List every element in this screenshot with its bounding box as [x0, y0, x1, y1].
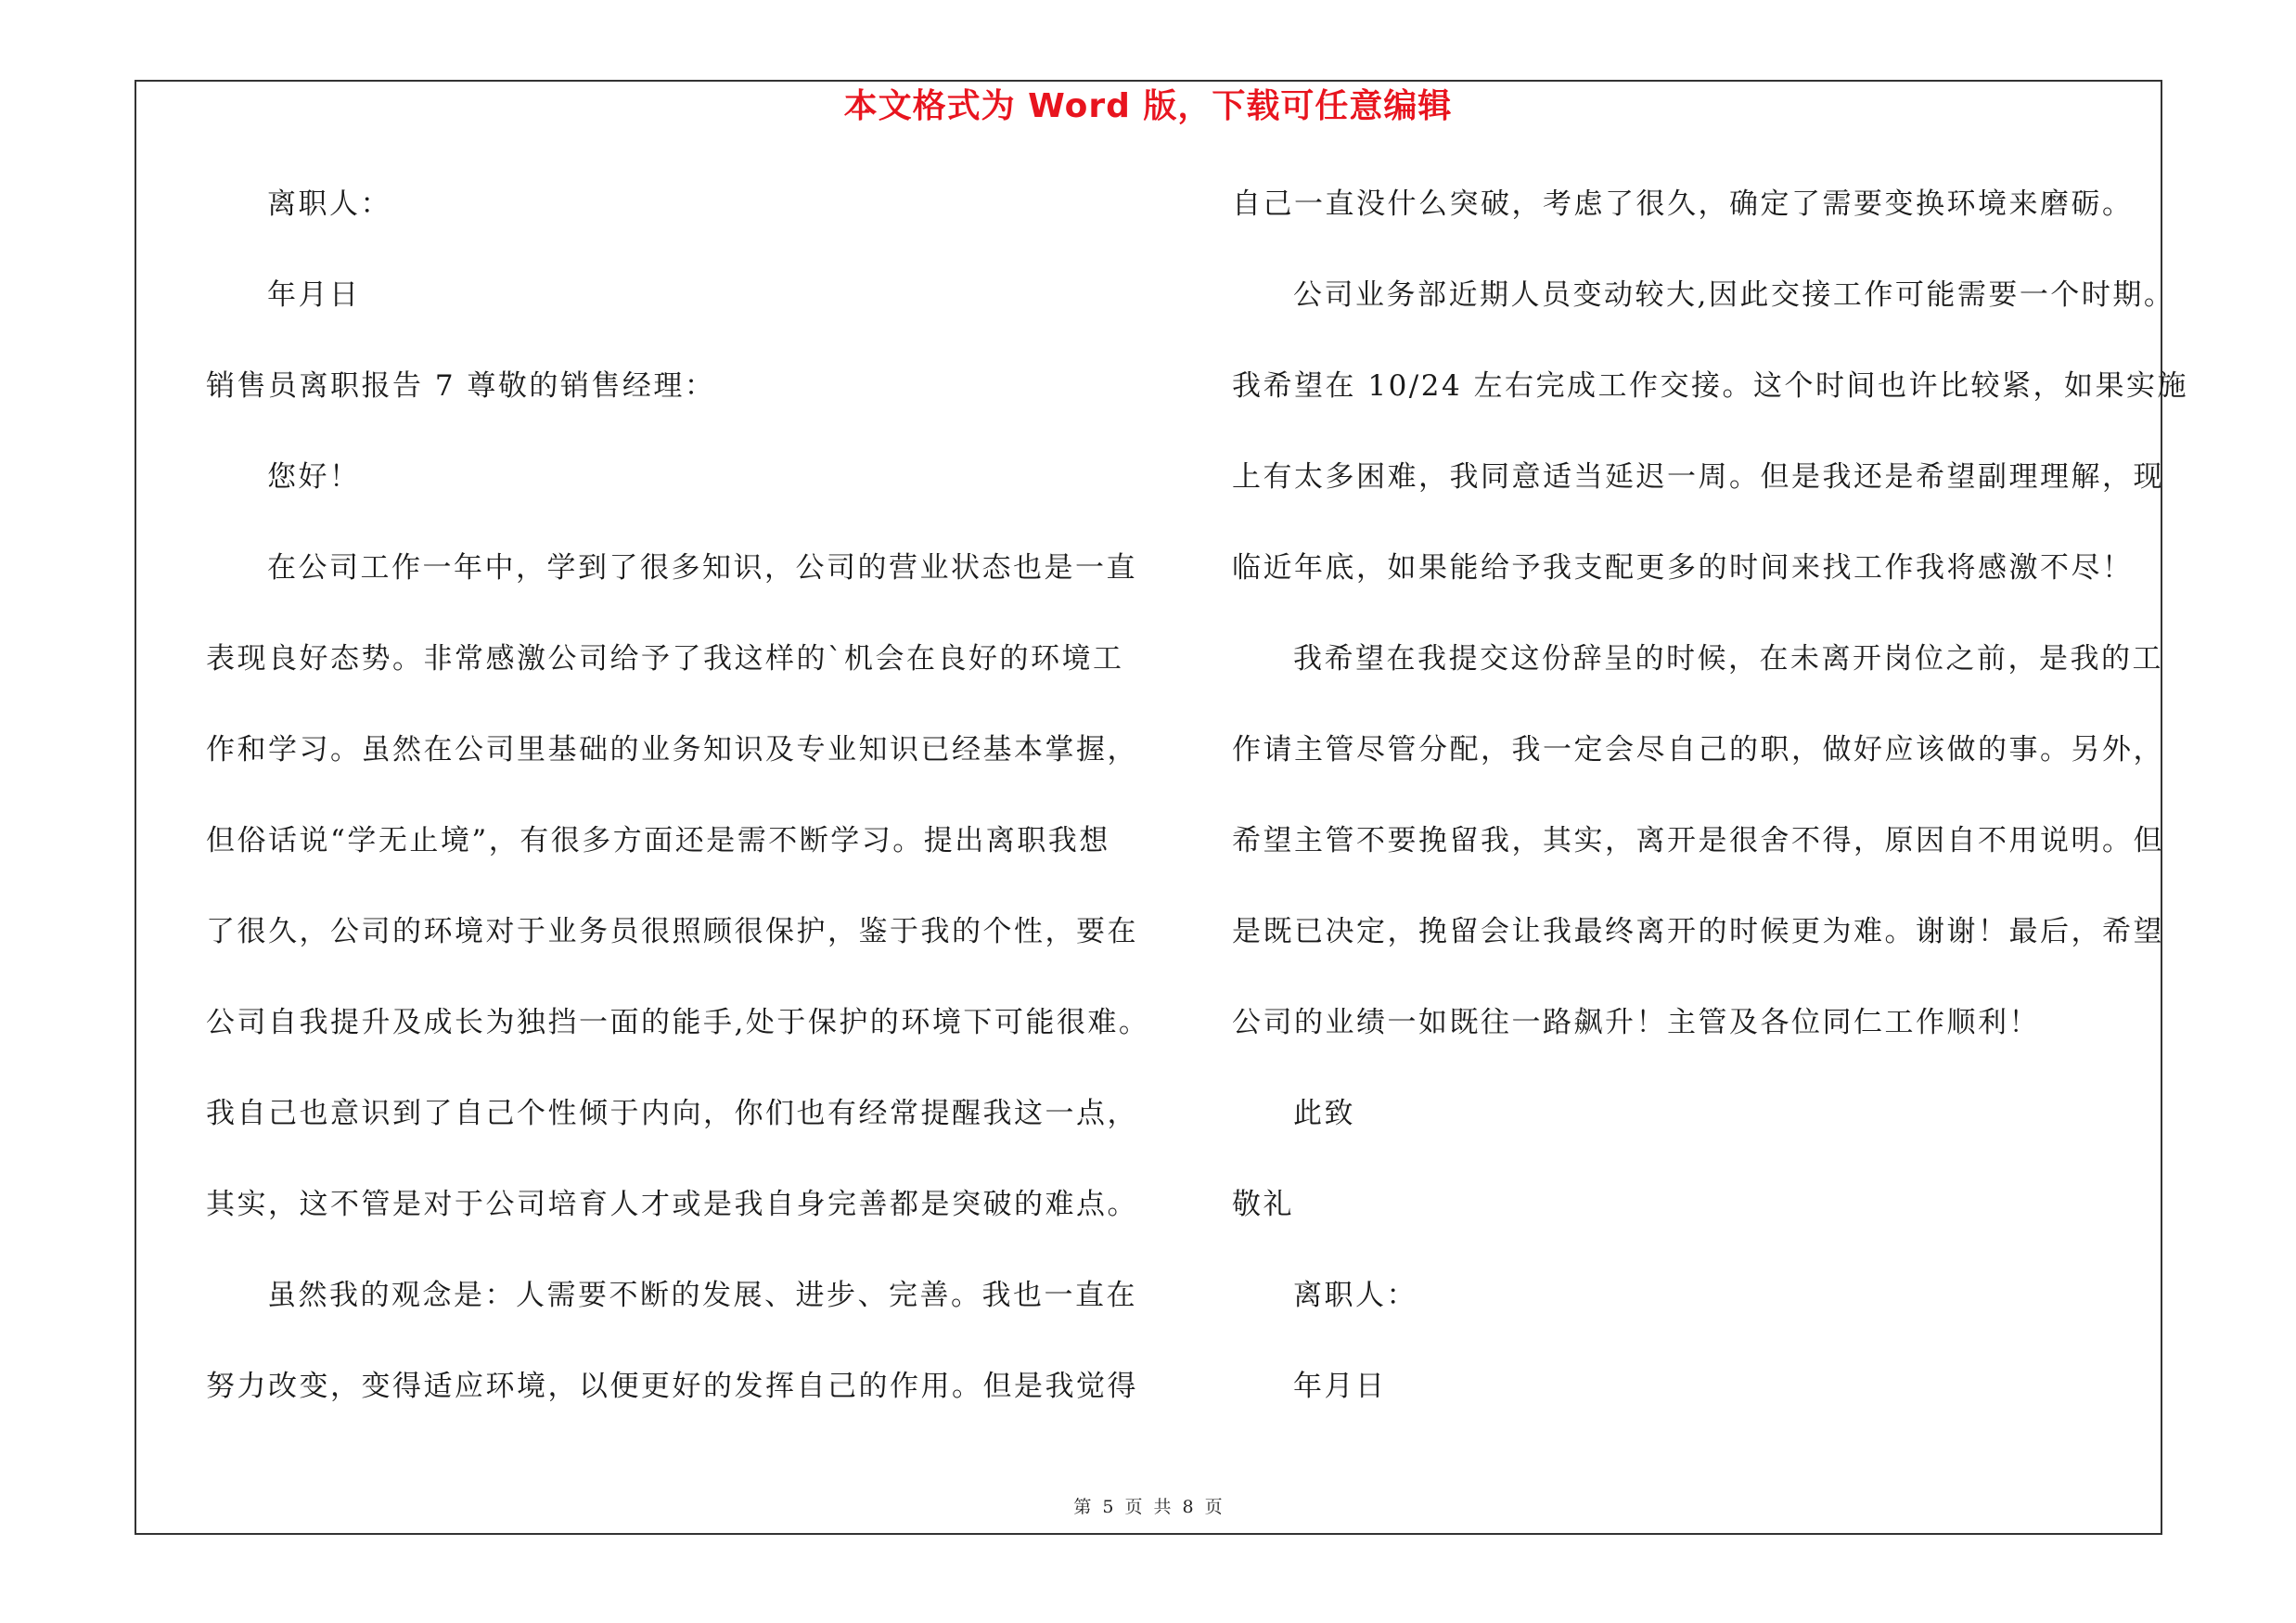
- text-line: 离职人：: [1293, 1279, 1417, 1312]
- text-line: 年月日: [267, 278, 361, 312]
- text-line: 希望主管不要挽留我，其实，离开是很舍不得，原因自不用说明。但: [1232, 824, 2164, 857]
- text-line: 作请主管尽管分配，我一定会尽自己的职，做好应该做的事。另外，: [1232, 733, 2164, 766]
- text-line: 但俗话说“学无止境”，有很多方面还是需不断学习。提出离职我想: [206, 824, 1110, 857]
- text-line: 是既已决定，挽留会让我最终离开的时候更为难。谢谢！最后，希望: [1232, 915, 2164, 948]
- text-line: 其实，这不管是对于公司培育人才或是我自身完善都是突破的难点。: [206, 1188, 1138, 1221]
- text-line: 我希望在我提交这份辞呈的时候，在未离开岗位之前，是我的工: [1293, 642, 2163, 676]
- text-line: 临近年底，如果能给予我支配更多的时间来找工作我将感激不尽！: [1232, 551, 2134, 585]
- text-line: 自己一直没什么突破，考虑了很久，确定了需要变换环境来磨砺。: [1232, 187, 2134, 221]
- text-line: 表现良好态势。非常感激公司给予了我这样的`机会在良好的环境工: [206, 642, 1124, 676]
- text-line: 在公司工作一年中，学到了很多知识，公司的营业状态也是一直: [267, 551, 1137, 585]
- text-line: 我自己也意识到了自己个性倾于内向，你们也有经常提醒我这一点，: [206, 1097, 1138, 1130]
- word-format-banner: 本文格式为 Word 版，下载可任意编辑: [843, 87, 1453, 125]
- text-line: 虽然我的观念是：人需要不断的发展、进步、完善。我也一直在: [267, 1279, 1137, 1312]
- page-number-footer: 第 5 页 共 8 页: [1073, 1497, 1223, 1517]
- text-line: 年月日: [1293, 1370, 1387, 1403]
- text-line: 公司的业绩一如既往一路飙升！主管及各位同仁工作顺利！: [1232, 1006, 2040, 1039]
- text-line: 上有太多困难，我同意适当延迟一周。但是我还是希望副理理解，现: [1232, 460, 2164, 494]
- text-line: 作和学习。虽然在公司里基础的业务知识及专业知识已经基本掌握，: [206, 733, 1138, 766]
- text-line: 努力改变，变得适应环境，以便更好的发挥自己的作用。但是我觉得: [206, 1370, 1138, 1403]
- text-line: 敬礼: [1232, 1188, 1294, 1221]
- text-line: 销售员离职报告 7 尊敬的销售经理：: [206, 369, 716, 403]
- text-line: 此致: [1293, 1097, 1355, 1130]
- text-line: 我希望在 10/24 左右完成工作交接。这个时间也许比较紧，如果实施: [1232, 369, 2189, 403]
- text-line: 您好！: [267, 460, 361, 494]
- text-line: 了很久，公司的环境对于业务员很照顾很保护，鉴于我的个性，要在: [206, 915, 1138, 948]
- text-line: 公司自我提升及成长为独挡一面的能手,处于保护的环境下可能很难。: [206, 1006, 1150, 1039]
- text-line: 公司业务部近期人员变动较大,因此交接工作可能需要一个时期。: [1293, 278, 2175, 312]
- text-line: 离职人：: [267, 187, 391, 221]
